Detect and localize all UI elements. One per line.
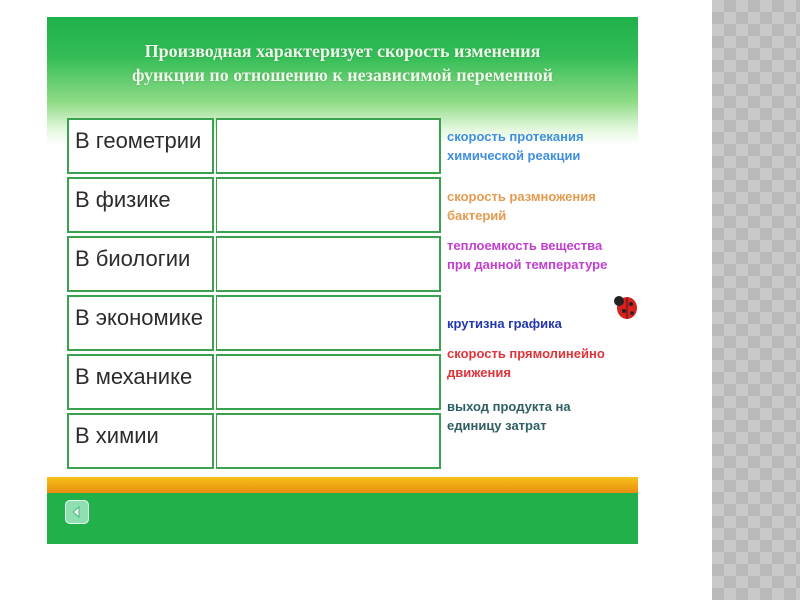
answer-option-bacteria-rate[interactable] bbox=[447, 187, 638, 225]
answer-drop-cell[interactable] bbox=[216, 413, 441, 469]
answer-option-heat-capacity[interactable] bbox=[447, 236, 638, 274]
table-row bbox=[67, 236, 443, 292]
row-label: В геометрии bbox=[67, 118, 214, 174]
slide-title-line1: Производная характеризует скорость изменения bbox=[144, 41, 541, 61]
row-label: В механике bbox=[67, 354, 214, 410]
answer-drop-cell[interactable] bbox=[216, 236, 441, 292]
answer-option-linear-motion-speed[interactable] bbox=[447, 344, 638, 382]
answer-option-line: скорость прямолинейно bbox=[447, 346, 605, 361]
matching-table bbox=[67, 118, 443, 472]
footer-orange-band bbox=[47, 477, 638, 493]
answer-option-line: бактерий bbox=[447, 208, 507, 223]
answer-drop-cell[interactable] bbox=[216, 354, 441, 410]
back-arrow-icon bbox=[70, 505, 84, 519]
answer-drop-cell[interactable] bbox=[216, 177, 441, 233]
answer-option-graph-slope[interactable] bbox=[447, 314, 638, 333]
answer-option-line: движения bbox=[447, 365, 511, 380]
row-label: В биологии bbox=[67, 236, 214, 292]
slide-title-line2: функции по отношению к независимой переменной bbox=[132, 65, 553, 85]
table-row bbox=[67, 354, 443, 410]
table-row bbox=[67, 177, 443, 233]
answer-drop-cell[interactable] bbox=[216, 295, 441, 351]
table-row bbox=[67, 413, 443, 469]
answer-option-chemistry-rate[interactable] bbox=[447, 127, 638, 165]
decorative-checker-strip bbox=[712, 0, 800, 600]
slide bbox=[47, 17, 638, 544]
table-row bbox=[67, 118, 443, 174]
slide-title bbox=[47, 39, 638, 87]
row-label: В физике bbox=[67, 177, 214, 233]
ladybug-icon bbox=[612, 294, 638, 320]
answer-option-line: скорость размножения bbox=[447, 189, 596, 204]
answer-option-line: химической реакции bbox=[447, 148, 581, 163]
answer-option-line: при данной температуре bbox=[447, 257, 608, 272]
answer-option-line: крутизна графика bbox=[447, 316, 562, 331]
answer-option-line: единицу затрат bbox=[447, 418, 547, 433]
row-label: В химии bbox=[67, 413, 214, 469]
answer-drop-cell[interactable] bbox=[216, 118, 441, 174]
answer-option-line: скорость протекания bbox=[447, 129, 584, 144]
back-button[interactable] bbox=[65, 500, 89, 524]
answer-option-line: выход продукта на bbox=[447, 399, 571, 414]
answer-option-product-output[interactable] bbox=[447, 397, 638, 435]
table-row bbox=[67, 295, 443, 351]
row-label: В экономике bbox=[67, 295, 214, 351]
footer-green-band bbox=[47, 493, 638, 544]
answer-option-line: теплоемкость вещества bbox=[447, 238, 603, 253]
